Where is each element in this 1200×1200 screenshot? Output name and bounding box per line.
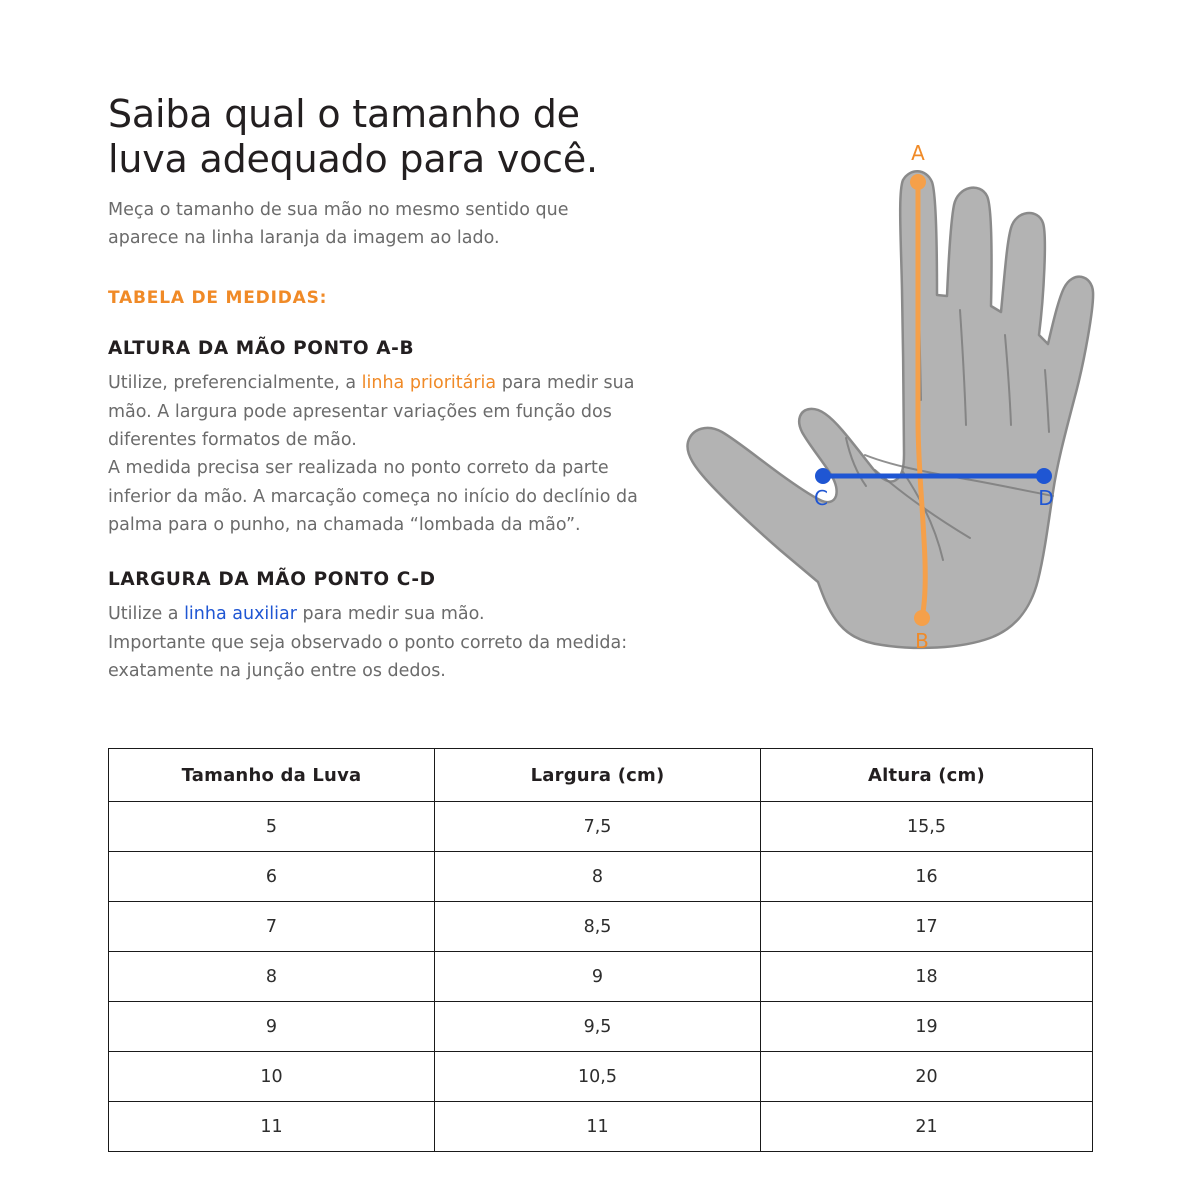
point-d-marker <box>1036 468 1052 484</box>
point-b-marker <box>914 610 930 626</box>
table-cell-size: 7 <box>109 902 435 952</box>
intro-paragraph: Meça o tamanho de sua mão no mesmo sentido que aparece na linha laranja da imagem ao lado. <box>108 199 569 248</box>
link-linha-auxiliar: linha auxiliar <box>184 604 297 625</box>
point-d-label: D <box>1038 486 1054 510</box>
table-cell-height: 16 <box>761 852 1093 902</box>
table-cell-width: 9,5 <box>435 1002 761 1052</box>
hand-shape <box>687 171 1093 648</box>
table-cell-size: 10 <box>109 1052 435 1102</box>
section-width-paragraph-2: Importante que seja observado o ponto correto da medida: exatamente na junção entre os dedos. <box>108 632 628 682</box>
table-cell-width: 7,5 <box>435 802 761 852</box>
height-p1-post: para medir sua mão. A largura pode apresentar variações em função dos diferentes formatos de mão. <box>108 373 635 451</box>
table-cell-size: 8 <box>109 952 435 1002</box>
table-cell-size: 6 <box>109 852 435 902</box>
table-cell-width: 9 <box>435 952 761 1002</box>
point-a-label: A <box>911 141 925 165</box>
table-cell-height: 15,5 <box>761 802 1093 852</box>
size-table-wrapper <box>108 748 1092 1152</box>
table-row <box>109 1102 1093 1152</box>
section-width <box>108 569 668 685</box>
width-p1-post: para medir sua mão. <box>296 604 485 625</box>
hand-diagram <box>660 120 1120 720</box>
point-c-marker <box>815 468 831 484</box>
width-p1-pre: Utilize a <box>108 604 185 625</box>
measurements-table-label: TABELA DE MEDIDAS: <box>108 288 328 309</box>
section-width-heading: LARGURA DA MÃO PONTO C-D <box>108 569 436 591</box>
table-row <box>109 852 1093 902</box>
table-row <box>109 802 1093 852</box>
table-row <box>109 1052 1093 1102</box>
table-row <box>109 952 1093 1002</box>
table-cell-height: 17 <box>761 902 1093 952</box>
link-linha-prioritaria: linha prioritária <box>361 373 497 394</box>
section-width-paragraph-1 <box>108 600 653 628</box>
table-cell-height: 20 <box>761 1052 1093 1102</box>
table-header-cell: Altura (cm) <box>761 749 1093 802</box>
text-column <box>108 92 668 685</box>
table-cell-width: 10,5 <box>435 1052 761 1102</box>
table-cell-size: 9 <box>109 1002 435 1052</box>
hand-illustration-svg <box>660 120 1120 720</box>
size-table <box>108 748 1093 1152</box>
point-c-label: C <box>814 486 828 510</box>
table-cell-height: 19 <box>761 1002 1093 1052</box>
section-height-paragraph-2: A medida precisa ser realizada no ponto correto da parte inferior da mão. A marcação começa no início do declínio da palma para o punho, na chamada “lombada da mão”. <box>108 458 638 536</box>
height-p1-pre: Utilize, preferencialmente, a <box>108 373 362 394</box>
section-spacer <box>108 539 668 569</box>
table-cell-width: 11 <box>435 1102 761 1152</box>
point-b-label: B <box>915 629 929 653</box>
table-header-cell: Tamanho da Luva <box>109 749 435 802</box>
table-cell-size: 5 <box>109 802 435 852</box>
table-cell-width: 8,5 <box>435 902 761 952</box>
table-cell-height: 21 <box>761 1102 1093 1152</box>
section-height <box>108 338 668 539</box>
section-height-heading: ALTURA DA MÃO PONTO A-B <box>108 338 415 360</box>
table-cell-width: 8 <box>435 852 761 902</box>
section-height-paragraph-1 <box>108 369 653 454</box>
page-title: Saiba qual o tamanho de luva adequado para você. <box>108 92 598 181</box>
table-cell-size: 11 <box>109 1102 435 1152</box>
table-header-row <box>109 749 1093 802</box>
table-cell-height: 18 <box>761 952 1093 1002</box>
point-a-marker <box>910 174 926 190</box>
table-header-cell: Largura (cm) <box>435 749 761 802</box>
table-row <box>109 902 1093 952</box>
table-row <box>109 1002 1093 1052</box>
